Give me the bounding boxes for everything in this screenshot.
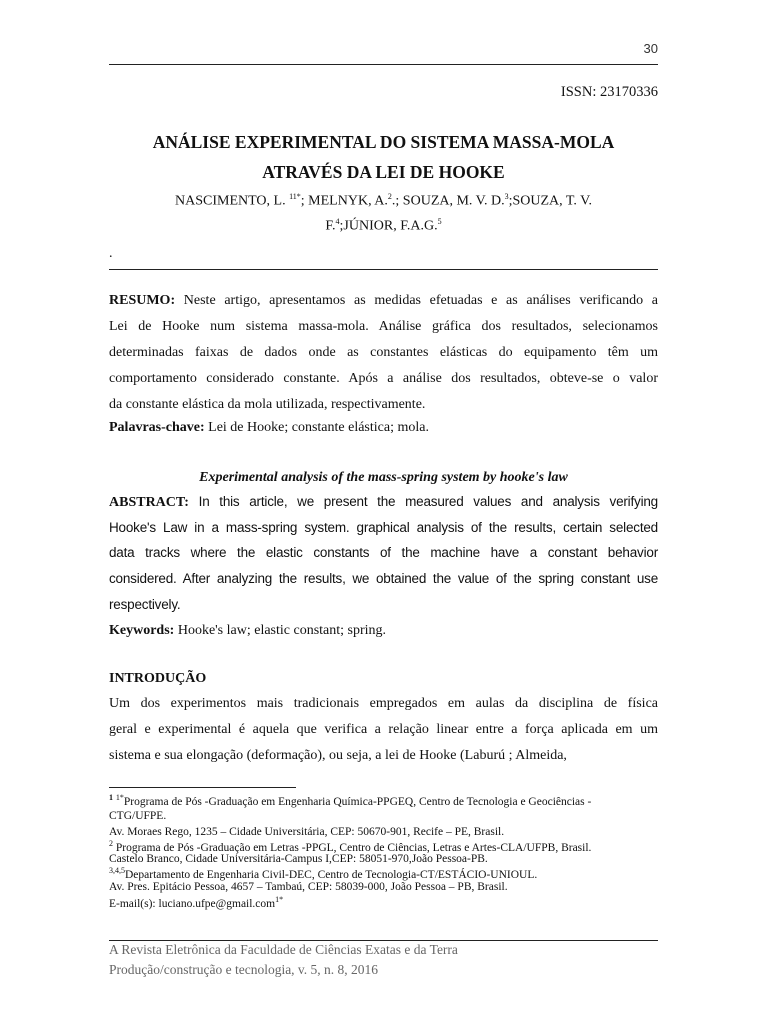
footnote-rule <box>109 787 296 788</box>
footnote-1-address: Av. Moraes Rego, 1235 – Cidade Universitária, CEP: 50670-901, Recife – PE, Brasil. <box>109 826 505 838</box>
intro-line: geral e experimental é aquela que verifica a relação linear entre a força aplicada em um <box>109 722 658 737</box>
resumo-line: determinadas faixas de dados onde as constantes elásticas do equipamento têm um <box>109 345 658 360</box>
stray-dot: . <box>109 246 113 261</box>
abstract-line: data tracks where the elastic constants of the machine have a constant behavior <box>109 545 658 560</box>
header-rule <box>109 64 658 65</box>
resumo-line: comportamento considerado constante. Após a análise dos resultados, obteve-se o valor <box>109 371 658 386</box>
footnote-3-address: Av. Pres. Epitácio Pessoa, 4657 – Tambaú, CEP: 58039-000, João Pessoa – PB, Brasil. <box>109 881 508 893</box>
resumo-line: da constante elástica da mola utilizada, respectivamente. <box>109 397 426 412</box>
abstract-line: respectively. <box>109 597 181 612</box>
english-title: Experimental analysis of the mass-spring system by hooke's law <box>199 470 568 485</box>
authors-line-1: NASCIMENTO, L. $^{11*}$; MELNYK, A.$^2$.; SOUZA, M. V. D.$^3$;SOUZA, T. V. <box>175 192 592 209</box>
issn: ISSN: 23170336 <box>560 84 658 100</box>
footnote-email: E-mail(s): luciano.ufpe@gmail.com$^{1*}$ <box>109 895 284 910</box>
footnote-1-cont: CTG/UFPE. <box>109 810 167 822</box>
abstract-label: ABSTRACT: <box>109 495 189 510</box>
footnote-2: $^2$ Programa de Pós -Graduação em Letras -PPGL, Centro de Ciências, Letras e Artes-CLA/UFPB, Brasil. <box>109 839 592 854</box>
intro-line: sistema e sua elongação (deformação), ou seja, a lei de Hooke (Laburú ; Almeida, <box>109 748 567 763</box>
resumo-line: RESUMO: Neste artigo, apresentamos as medidas efetuadas e as análises verificando a <box>109 293 658 308</box>
resumo-line: Lei de Hooke num sistema massa-mola. Análise gráfica dos resultados, selecionamos <box>109 319 658 334</box>
palavras-chave: Palavras-chave: Lei de Hooke; constante elástica; mola. <box>109 420 429 435</box>
intro-line: Um dos experimentos mais tradicionais empregados em aulas da disciplina de física <box>109 696 658 711</box>
keywords: Keywords: Hooke's law; elastic constant; spring. <box>109 623 387 638</box>
resumo-label: RESUMO: <box>109 293 176 308</box>
page-number: 30 <box>643 41 658 56</box>
introduction-heading: INTRODUÇÃO <box>109 671 207 686</box>
footer-journal: A Revista Eletrônica da Faculdade de Ciências Exatas e da Terra <box>109 942 458 957</box>
footer-volume: Produção/construção e tecnologia, v. 5, n. 8, 2016 <box>109 962 379 977</box>
footnote-2-address: Castelo Branco, Cidade Universitária-Campus I,CEP: 58051-970,João Pessoa-PB. <box>109 853 488 865</box>
footnote-3: $^{3,4,5}$Departamento de Engenharia Civil-DEC, Centro de Tecnologia-CT/ESTÁCIO-UNIOUL. <box>109 866 538 881</box>
footer-rule <box>109 940 658 941</box>
authors-line-2: F.$^4$;JÚNIOR, F.A.G.$^5$ <box>325 217 442 234</box>
abstract-line: considered. After analyzing the results, we obtained the value of the spring constant use <box>109 571 658 586</box>
article-title-line-1: ANÁLISE EXPERIMENTAL DO SISTEMA MASSA-MOLA <box>152 132 615 152</box>
abstract-line: Hooke's Law in a mass-spring system. graphical analysis of the results, certain selected <box>109 520 658 535</box>
footnote-1: $^1$ $^{1*}$Programa de Pós -Graduação em Engenharia Química-PPGEQ, Centro de Tecnologia e Geociências - <box>109 793 592 808</box>
section-rule <box>109 269 658 270</box>
abstract-line: ABSTRACT: In this article, we present the measured values and analysis verifying <box>109 494 658 510</box>
article-title-line-2: ATRAVÉS DA LEI DE HOOKE <box>262 162 505 182</box>
